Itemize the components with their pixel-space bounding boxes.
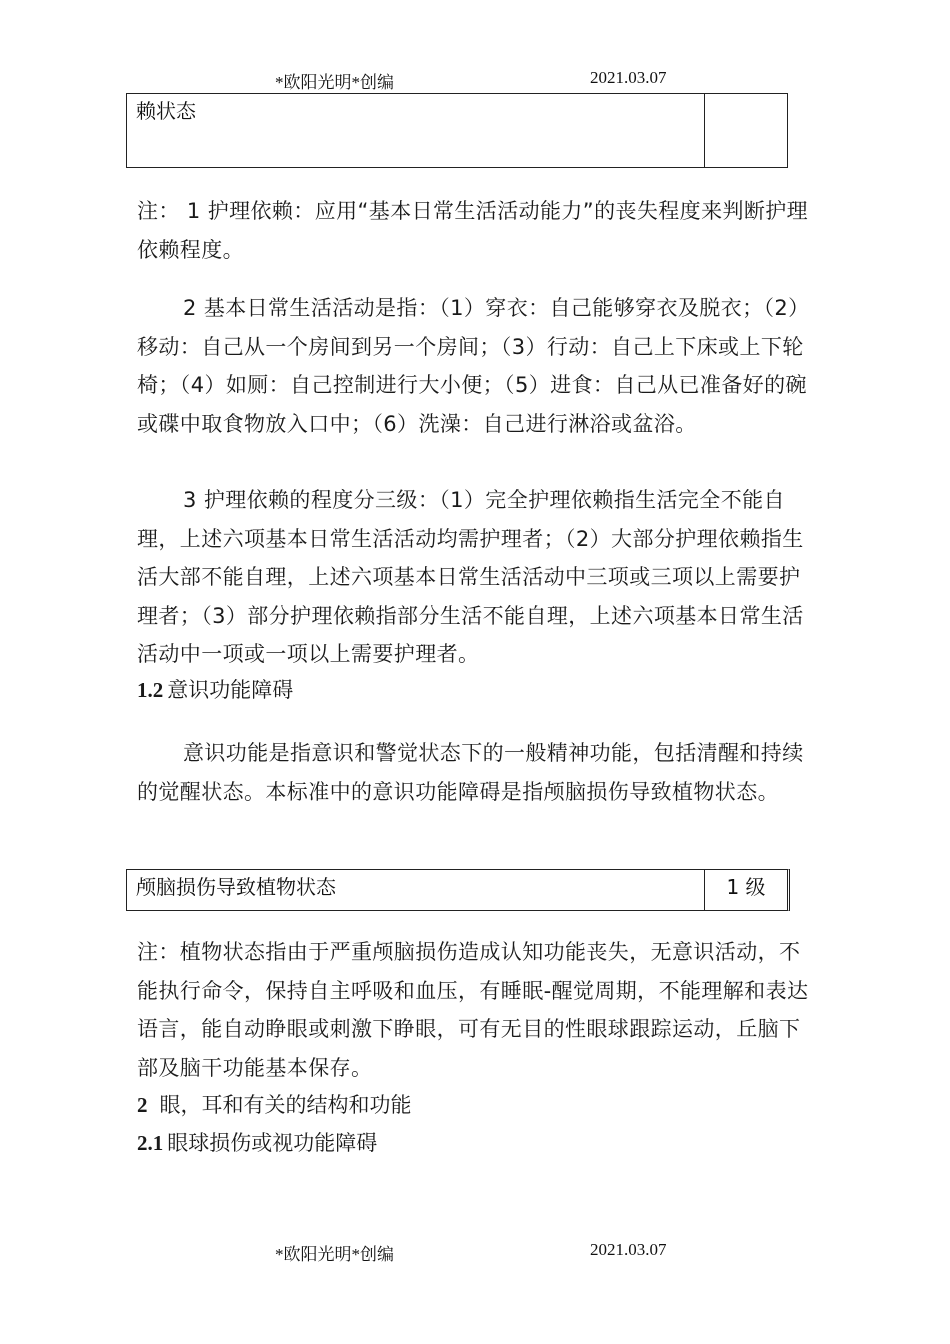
section-number: 2 (137, 1093, 148, 1117)
section-title: 眼球损伤或视功能障碍 (167, 1131, 378, 1155)
footer-date: 2021.03.07 (590, 1240, 667, 1259)
section-title: 意识功能障碍 (167, 678, 294, 702)
section-number: 1.2 (137, 678, 164, 702)
section-heading-2 (137, 1086, 412, 1124)
note-nursing-dependency: 注： 1 护理依赖：应用“基本日常生活活动能力”的丧失程度来判断护理依赖程度。 (137, 199, 809, 262)
section-number: 2.1 (137, 1131, 164, 1155)
paragraph-dependency-levels: 3 护理依赖的程度分三级：（1）完全护理依赖指生活完全不能自理，上述六项基本日常生活活动均需护理者；（2）大部分护理依赖指生活大部不能自理，上述六项基本日常生活活动中三项或三项以上需要护理者；（3）部分护理依赖指部分生活不能自理，上述六项基本日常生活活动中一项或一项以上需要护理者。 (137, 488, 804, 666)
table2-main-cell: 颅脑损伤导致植物状态 (127, 870, 705, 910)
section-heading-2-1 (137, 1124, 377, 1162)
header-date: 2021.03.07 (590, 68, 667, 87)
paragraph-consciousness: 意识功能是指意识和警觉状态下的一般精神功能，包括清醒和持续的觉醒状态。本标准中的意识功能障碍是指颅脑损伤导致植物状态。 (137, 741, 804, 804)
table-dependency-row (126, 93, 788, 168)
footer-author: *欧阳光明*创编 (275, 1245, 394, 1264)
header-author: *欧阳光明*创编 (275, 73, 394, 92)
section-heading-1-2 (137, 671, 293, 709)
paragraph-daily-activities: 2 基本日常生活活动是指：（1）穿衣：自己能够穿衣及脱衣；（2）移动：自己从一个房间到另一个房间；（3）行动：自己上下床或上下轮椅；（4）如厕：自己控制进行大小便；（5）进食：自己从已准备好的碗或碟中取食物放入口中；（6）洗澡：自己进行淋浴或盆浴。 (137, 296, 810, 436)
note-vegetative-state: 注：植物状态指由于严重颅脑损伤造成认知功能丧失，无意识活动，不能执行命令，保持自主呼吸和血压，有睡眠-醒觉周期，不能理解和表达语言，能自动睁眼或刺激下睁眼，可有无目的性眼球跟踪运动，丘脑下部及脑干功能基本保存。 (137, 940, 809, 1080)
section-title: 眼，耳和有关的结构和功能 (159, 1093, 412, 1117)
table1-grade-cell (705, 94, 787, 167)
table-vegetative-state-row (126, 869, 790, 911)
page-header (0, 68, 950, 94)
table1-main-cell: 赖状态 (127, 94, 705, 167)
page-footer (0, 1240, 950, 1266)
table2-grade-cell: 1 级 (726, 875, 766, 899)
